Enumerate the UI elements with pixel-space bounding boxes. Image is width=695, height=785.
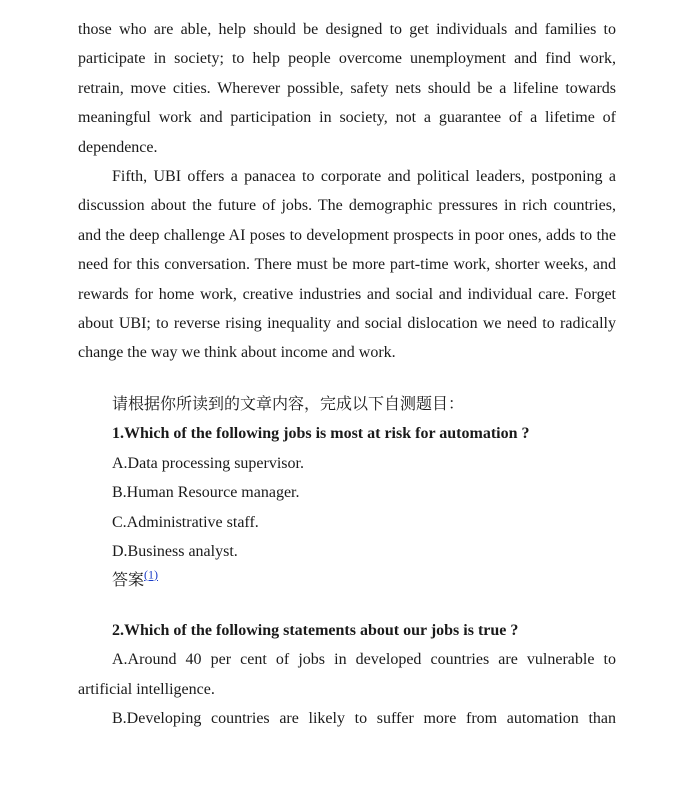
answer-label: 答案	[112, 572, 145, 590]
document-page	[78, 15, 616, 733]
spacer	[78, 596, 616, 616]
question-2-option-b: B.Developing countries are likely to suffer more from automation than	[112, 709, 616, 727]
question-1-option-d: D.Business analyst.	[112, 542, 238, 560]
question-1-answer	[78, 566, 616, 595]
question-1-option-b: B.Human Resource manager.	[112, 484, 300, 502]
answer-footnote-link[interactable]: (1)	[144, 567, 159, 582]
question-1-option-c: C.Administrative staff.	[112, 513, 259, 531]
passage-paragraph-2: Fifth, UBI offers a panacea to corporate and political leaders, postponing a discussion about the future of jobs. The demographic pressures in rich countries, and the deep challenge AI poses to development prospects in poor ones, adds to the need for this conversation. There must be more part-time work, shorter weeks, and rewards for home work, creative industries and social and individual care. Forget about UBI; to reverse rising inequality and social dislocation we need to radically change the way we think about income and work.	[78, 168, 616, 362]
question-1: 1.Which of the following jobs is most at risk for automation ?	[112, 425, 530, 443]
question-2: 2.Which of the following statements about our jobs is true ?	[112, 621, 519, 639]
quiz-instruction: 请根据你所读到的文章内容，完成以下自测题目：	[112, 395, 465, 413]
question-1-option-a: A.Data processing supervisor.	[112, 454, 304, 472]
question-2-option-a: A.Around 40 per cent of jobs in developed countries are vulnerable to artificial intelligence.	[78, 651, 616, 698]
spacer	[78, 368, 616, 390]
passage-paragraph-1: those who are able, help should be designed to get individuals and families to participate in society; to help people overcome unemployment and find work, retrain, move cities. Wherever possible, safety nets should be a lifeline towards meaningful work and participation in society, not a guarantee of a lifetime of dependence.	[78, 21, 616, 156]
